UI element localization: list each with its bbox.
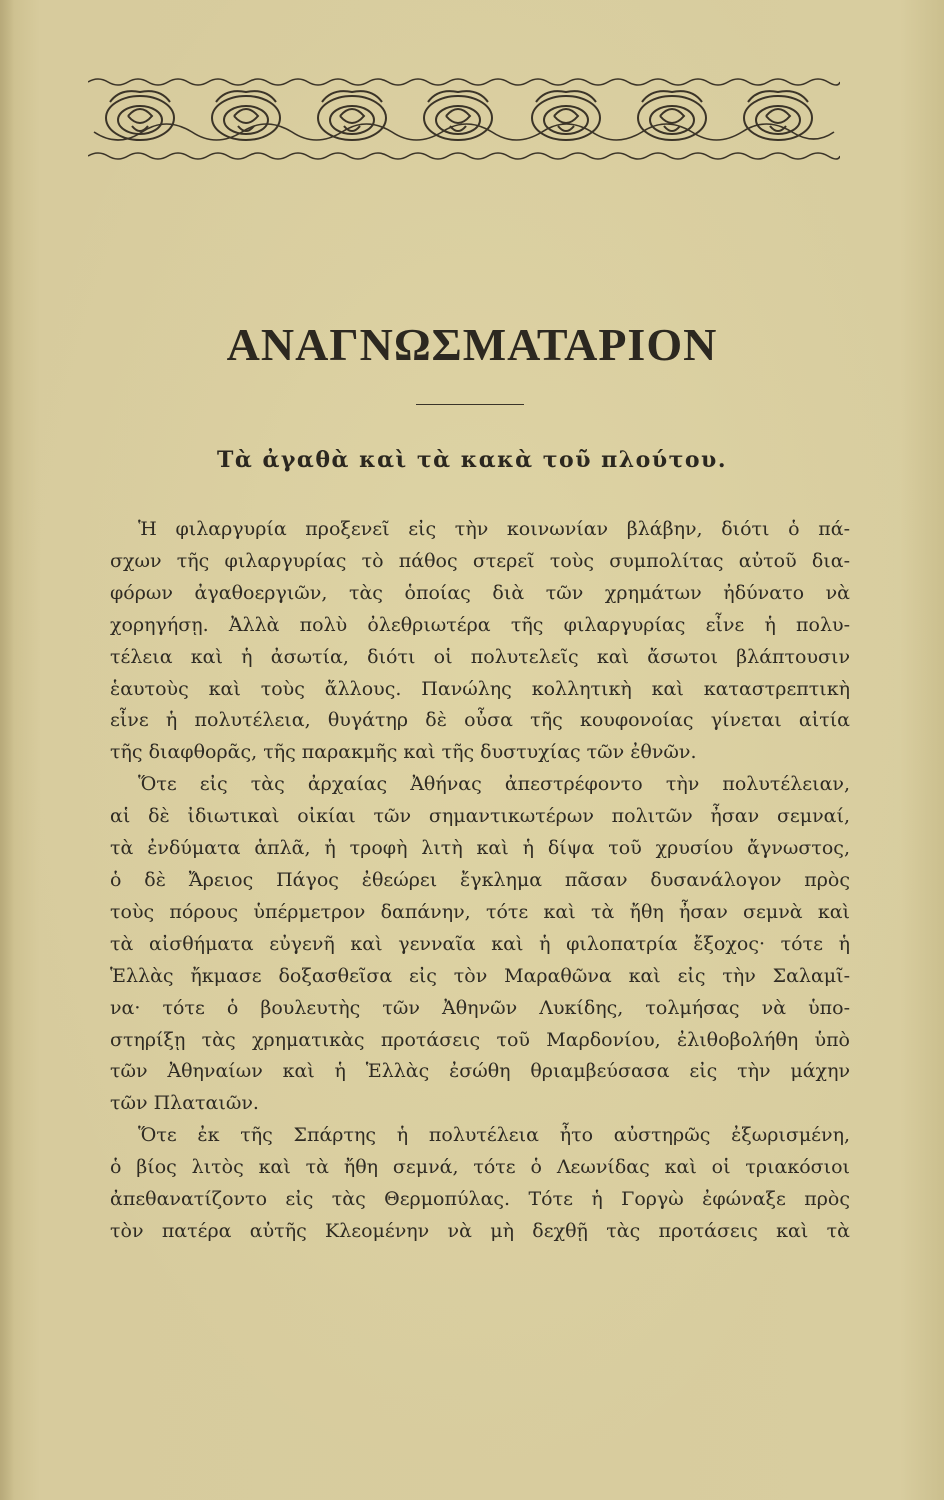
body-text (110, 514, 850, 1248)
text-line: τῶν Πλαταιῶν. (110, 1092, 259, 1115)
text-line: ὁ βίος λιτὸς καὶ τὰ ἤθη σεμνά, τότε ὁ Λεωνίδας καὶ οἱ τριακόσιοι (110, 1156, 850, 1179)
text-line: να· τότε ὁ βουλευτὴς τῶν Ἀθηνῶν Λυκίδης, τολμήσας νὰ ὑπο- (110, 996, 850, 1019)
text-line: Ὅτε εἰς τὰς ἀρχαίας Ἀθήνας ἀπεστρέφοντο τὴν πολυτέλειαν, (138, 773, 850, 796)
text-line: τέλεια καὶ ἡ ἀσωτία, διότι οἱ πολυτελεῖς καὶ ἄσωτοι βλάπτουσιν (110, 645, 850, 668)
text-line: εἶνε ἡ πολυτέλεια, θυγάτηρ δὲ οὖσα τῆς κουφονοίας γίνεται αἰτία (110, 709, 850, 732)
ornament-motif (744, 91, 812, 140)
text-line: τὰ αἰσθήματα εὐγενῆ καὶ γενναῖα καὶ ἡ φιλοπατρία ἔξοχος· τότε ἡ (110, 932, 850, 955)
text-line: αἱ δὲ ἰδιωτικαὶ οἰκίαι τῶν σημαντικωτέρων πολιτῶν ἦσαν σεμναί, (110, 805, 850, 828)
text-line: Ἡ φιλαργυρία προξενεῖ εἰς τὴν κοινωνίαν βλάβην, διότι ὁ πά- (138, 518, 850, 540)
text-line: ἀπεθανατίζοντο εἰς τὰς Θερμοπύλας. Τότε ἡ Γοργὼ ἐφώναξε πρὸς (110, 1188, 850, 1211)
text-line: Ὅτε ἐκ τῆς Σπάρτης ἡ πολυτέλεια ἦτο αὐστηρῶς ἐξωρισμένη, (138, 1124, 850, 1147)
text-line: σχων τῆς φιλαργυρίας τὸ πάθος στερεῖ τοὺς συμπολίτας αὐτοῦ δια- (110, 549, 850, 572)
ornament-motif (424, 91, 492, 140)
ornament-motif (638, 91, 706, 140)
text-line: στηρίξῃ τὰς χρηματικὰς προτάσεις τοῦ Μαρδονίου, ἐλιθοβολήθη ὑπὸ (110, 1028, 850, 1051)
ornament-scroll-line (94, 124, 834, 140)
text-line: τοὺς πόρους ὑπέρμετρον δαπάνην, τότε καὶ τὰ ἤθη ἦσαν σεμνὰ καὶ (110, 900, 850, 923)
ornament-bottom-wave (88, 153, 840, 159)
section-heading: Τὰ ἀγαθὰ καὶ τὰ κακὰ τοῦ πλούτου. (217, 447, 727, 473)
text-line: Ἑλλὰς ἤκμασε δοξασθεῖσα εἰς τὸν Μαραθῶνα καὶ εἰς τὴν Σαλαμῖ- (110, 964, 850, 987)
ornament-motif (318, 91, 386, 140)
text-line: φόρων ἀγαθοεργιῶν, τὰς ὁποίας διὰ τῶν χρημάτων ἠδύνατο νὰ (110, 581, 850, 604)
ornamental-header-band (88, 70, 840, 175)
ornament-motif (212, 91, 280, 140)
page-title: ΑΝΑΓΝΩΣΜΑΤΑΡΙΟΝ (226, 319, 718, 370)
ornament-motif (532, 91, 600, 140)
title-divider (416, 404, 524, 405)
text-line: χορηγήσῃ. Ἀλλὰ πολὺ ὀλεθριωτέρα τῆς φιλαργυρίας εἶνε ἡ πολυ- (110, 613, 850, 636)
text-line: τῆς διαφθορᾶς, τῆς παρακμῆς καὶ τῆς δυστυχίας τῶν ἐθνῶν. (110, 741, 697, 764)
text-line: τῶν Ἀθηναίων καὶ ἡ Ἑλλὰς ἐσώθη θριαμβεύσασα εἰς τὴν μάχην (110, 1060, 850, 1083)
ornament-top-wave (88, 79, 840, 85)
text-line: τὰ ἐνδύματα ἁπλᾶ, ἡ τροφὴ λιτὴ καὶ ἡ δίψα τοῦ χρυσίου ἄγνωστος, (110, 837, 850, 860)
text-line: τὸν πατέρα αὐτῆς Κλεομένην νὰ μὴ δεχθῇ τὰς προτάσεις καὶ τὰ (110, 1219, 850, 1242)
page-binding-shadow (0, 0, 14, 1500)
text-line: ἑαυτοὺς καὶ τοὺς ἄλλους. Πανώλης κολλητικὴ καὶ καταστρεπτικὴ (110, 677, 850, 700)
text-line: ὁ δὲ Ἄρειος Πάγος ἐθεώρει ἔγκλημα πᾶσαν δυσανάλογον πρὸς (110, 868, 850, 891)
